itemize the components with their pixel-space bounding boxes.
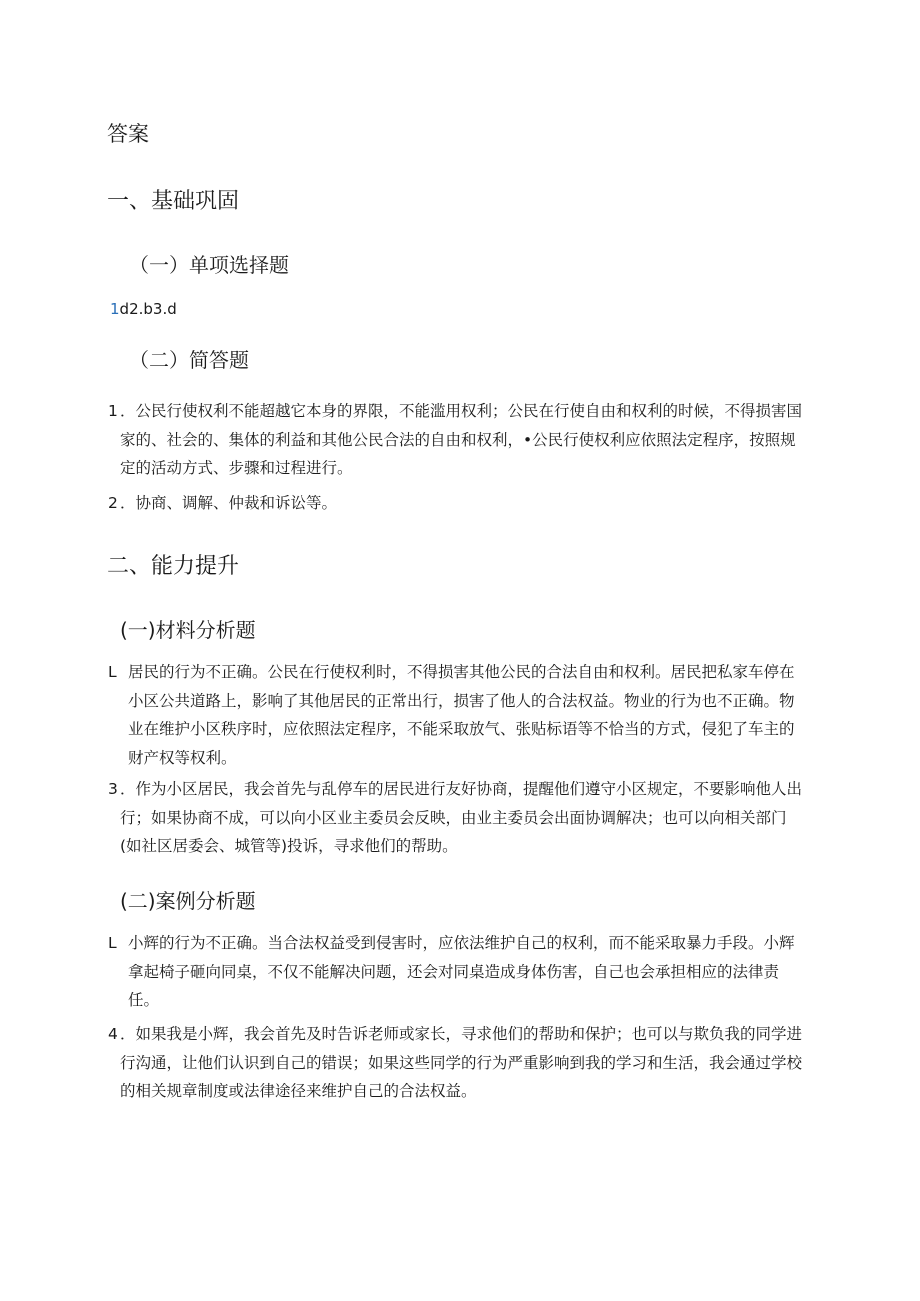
subsection-heading-short-answer: （二）简答题	[129, 348, 249, 372]
case-analysis-item-2	[108, 1020, 808, 1106]
item-text: ．协商、调解、仲裁和诉讼等。	[120, 494, 338, 512]
item-marker: 4	[108, 1025, 118, 1043]
subsection-heading-single-choice: （一）单项选择题	[129, 253, 289, 277]
item-marker: 2	[108, 494, 118, 512]
material-analysis-item-2	[108, 775, 808, 861]
single-choice-answers	[110, 298, 177, 320]
answer-first-number: 1	[110, 300, 120, 318]
item-marker: L	[108, 934, 117, 952]
section-heading-ability: 二、能力提升	[107, 554, 240, 579]
case-analysis-item-1	[108, 929, 808, 1015]
document-title: 答案	[107, 122, 149, 146]
answer-rest: d2.b3.d	[119, 300, 177, 318]
short-answer-item-2	[108, 489, 808, 518]
item-text: ．如果我是小辉，我会首先及时告诉老师或家长，寻求他们的帮助和保护；也可以与欺负我的同学进行沟通，让他们认识到自己的错误；如果这些同学的行为严重影响到我的学习和生活，我会通过学校的相关规章制度或法律途径来维护自己的合法权益。	[120, 1025, 803, 1100]
short-answer-item-1	[108, 397, 808, 483]
subsection-heading-material-analysis: (一)材料分析题	[120, 618, 256, 642]
item-text: 居民的行为不正确。公民在行使权利时，不得损害其他公民的合法自由和权利。居民把私家车停在小区公共道路上，影响了其他居民的正常出行，损害了他人的合法权益。物业的行为也不正确。物业在维护小区秩序时，应依照法定程序，不能采取放气、张贴标语等不恰当的方式，侵犯了车主的财产权等权利。	[128, 663, 795, 767]
subsection-heading-case-analysis: (二)案例分析题	[120, 889, 256, 913]
item-marker: 3	[108, 780, 118, 798]
item-marker: 1	[108, 402, 118, 420]
item-text: ．作为小区居民，我会首先与乱停车的居民进行友好协商，提醒他们遵守小区规定，不要影响他人出行；如果协商不成，可以向小区业主委员会反映，由业主委员会出面协调解决；也可以向相关部门(如社区居委会、城管等)投诉，寻求他们的帮助。	[120, 780, 803, 855]
item-text: ．公民行使权利不能超越它本身的界限，不能滥用权利；公民在行使自由和权利的时候，不得损害国家的、社会的、集体的利益和其他公民合法的自由和权利，•公民行使权利应依照法定程序，按照规定的活动方式、步骤和过程进行。	[120, 402, 803, 477]
material-analysis-item-1	[108, 658, 808, 772]
item-marker: L	[108, 663, 117, 681]
item-text: 小辉的行为不正确。当合法权益受到侵害时，应依法维护自己的权利，而不能采取暴力手段。小辉拿起椅子砸向同桌，不仅不能解决问题，还会对同桌造成身体伤害，自己也会承担相应的法律责任。	[128, 934, 795, 1009]
section-heading-basics: 一、基础巩固	[107, 189, 240, 214]
